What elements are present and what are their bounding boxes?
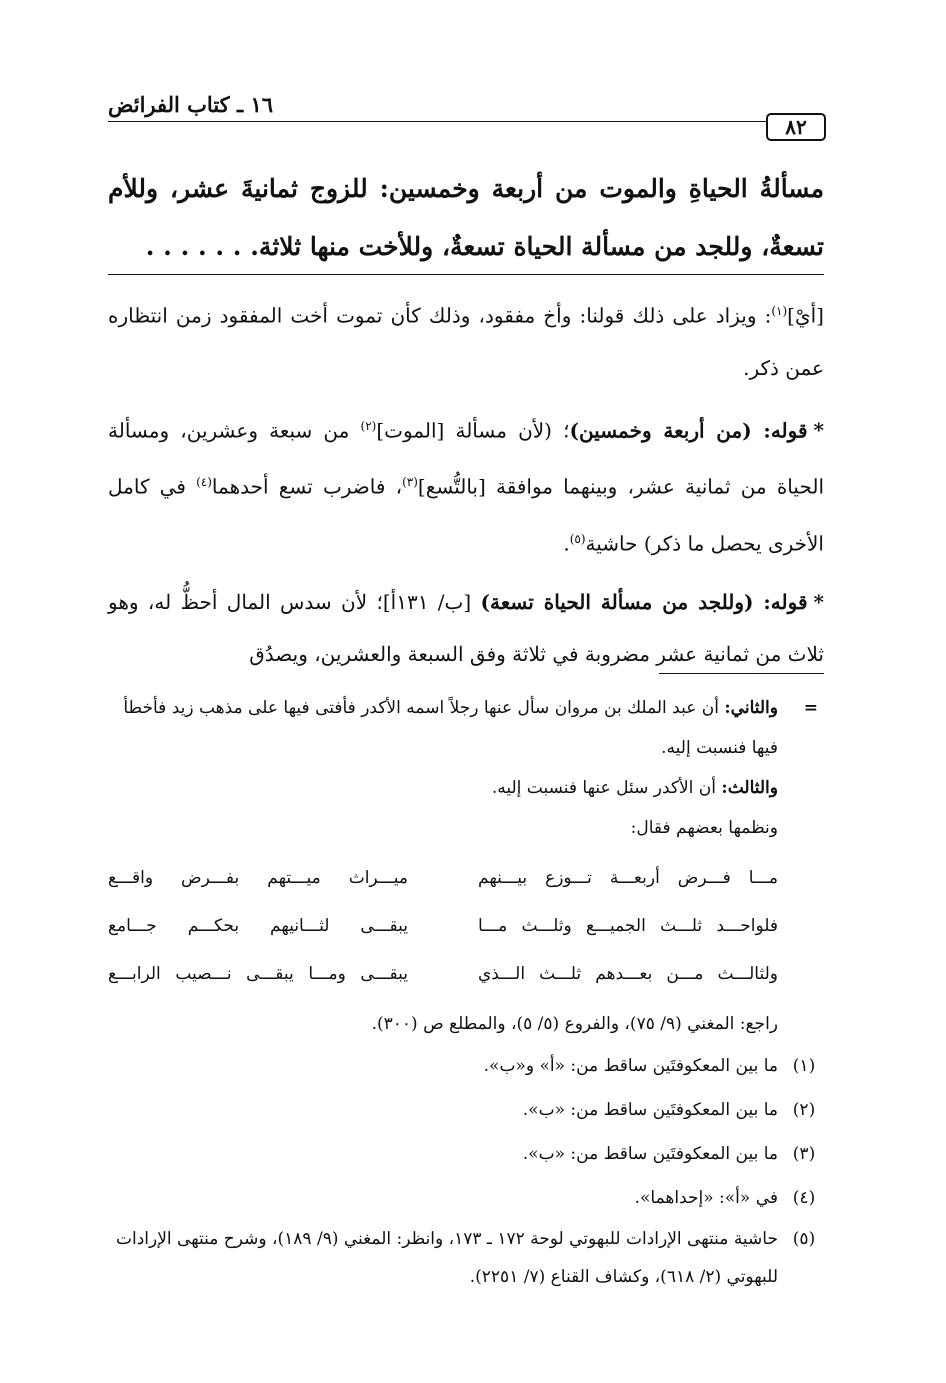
footnote-number: (٣) [792, 1144, 816, 1164]
footnote-marker-1: (١) [771, 304, 788, 318]
footnote-line: والثالث: أن الأكدر سئل عنها فنسبت إليه. [491, 778, 778, 798]
commentary-paragraph-1: [أيْ]$^{(١)}$: ويزاد على ذلك قولنا: وأخ مفقود، وذلك كأن تموت أخت المفقود زمن انتظاره عمن ذكر. [108, 303, 824, 380]
bracket-word: [أيْ] [787, 303, 824, 328]
footnote-separator [659, 673, 824, 674]
poem-verse [108, 902, 778, 950]
running-title: ١٦ ـ كتاب الفرائض [108, 92, 273, 117]
poem [108, 854, 778, 998]
poem-intro: ونظمها بعضهم فقال: [630, 818, 778, 838]
footnote-item: (٣) ما بين المعكوفتَين ساقط من: «ب». [108, 1132, 824, 1176]
footnote-item: (٤) في «أ»: «إحداهما». [108, 1176, 824, 1220]
star-icon: * [813, 589, 824, 614]
footnote-marker-4: (٤) [196, 475, 212, 490]
verse-second-hemistich: ميـــراث ميـــتهم بفـــرض واقـــع [108, 868, 408, 888]
footnote-line: والثاني: أن عبد الملك بن مروان سأل عنها رجلاً اسمه الأكدر فأفتى فيها على مذهب زيد فأخطأ فيها فنسبت إليه. [123, 698, 778, 758]
matn-text: مسألةُ الحياةِ والموت من أربعة وخمسين: للزوج ثمانيةَ عشر، وللأم تسعةٌ، وللجد من مسألة الحياة تسعةٌ، وللأخت منها ثلاثة. . . . . . . [108, 174, 825, 261]
footnote-number: (٤) [792, 1188, 816, 1208]
footnote-number: (١) [792, 1056, 816, 1076]
footnote-item: (٢) ما بين المعكوفتَين ساقط من: «ب». [108, 1088, 824, 1132]
star-icon: * [813, 418, 824, 443]
poem-verse [108, 854, 778, 902]
footnote-continuation [108, 688, 824, 1044]
verse-second-hemistich: يبقـــى ومـــا يبقـــى نـــصيب الرابـــع [108, 964, 408, 984]
quote-lead: قوله: (وللجد من مسألة الحياة تسعة) [480, 589, 808, 614]
footnote-item: (٥) حاشية منتهى الإرادات للبهوتي لوحة ١٧٢ ـ ١٧٣، وانظر: المغني (٩/ ١٨٩)، وشرح منتهى الإرادات للبهوتي (٢/ ٦١٨)، وكشاف القناع (٧/ ٢٢٥١). [108, 1220, 824, 1296]
verse-second-hemistich: يبقـــى لثـــانيهم بحكـــم جـــامع [108, 916, 408, 936]
footnote-number: (٥) [792, 1229, 816, 1249]
page-number-badge: ٨٢ [766, 113, 826, 141]
commentary [108, 285, 824, 686]
footnotes [108, 688, 824, 1296]
book-page [108, 0, 824, 1383]
header-rule [108, 121, 824, 122]
footnote-number: (٢) [792, 1100, 816, 1120]
quote-lead: قوله: (من أربعة وخمسين) [569, 418, 808, 443]
verse-first-hemistich: فلواحـــد ثلـــث الجميـــع وثلـــث مـــا [478, 916, 778, 936]
footnote-marker-3: (٣) [402, 475, 418, 490]
page-header [108, 86, 824, 139]
footnote-item: (١) ما بين المعكوفتَين ساقط من: «أ» و«ب». [108, 1044, 824, 1088]
commentary-paragraph-2: *قوله: (من أربعة وخمسين)؛ (لأن مسألة [الموت]$^{(٢)}$ من سبعة وعشرين، ومسألة الحياة من ثمانية عشر، وبينهما موافقة [بالتُّسع]$^{(٣)}$، فاضرب تسع أحدهما$^{(٤)}$ في كامل الأخرى يحصل ما ذكر) حاشية$^{(٥)}$. [108, 418, 824, 556]
verse-first-hemistich: ولثالـــث مـــن بعـــدهم ثلـــث الـــذي [478, 964, 778, 984]
matn-divider [108, 274, 824, 275]
verse-first-hemistich: مـــا فـــرض أربعـــة تـــوزع بيـــنهم [478, 868, 778, 888]
poem-verse [108, 950, 778, 998]
continuation-mark: = [803, 698, 818, 718]
footnote-marker-2: (٢) [360, 418, 377, 433]
commentary-paragraph-3: *قوله: (وللجد من مسألة الحياة تسعة) [ب/ ١٣١أ]؛ لأن سدس المال أحظُّ له، وهو ثلاث من ثمانية عشر مضروبة في ثلاثة وفق السبعة والعشرين، ويصدُق [108, 589, 824, 666]
footnote-marker-5: (٥) [569, 531, 586, 546]
reference-line: راجع: المغني (٩/ ٧٥)، والفروع (٥/ ٥)، والمطلع ص (٣٠٠). [371, 1014, 778, 1034]
